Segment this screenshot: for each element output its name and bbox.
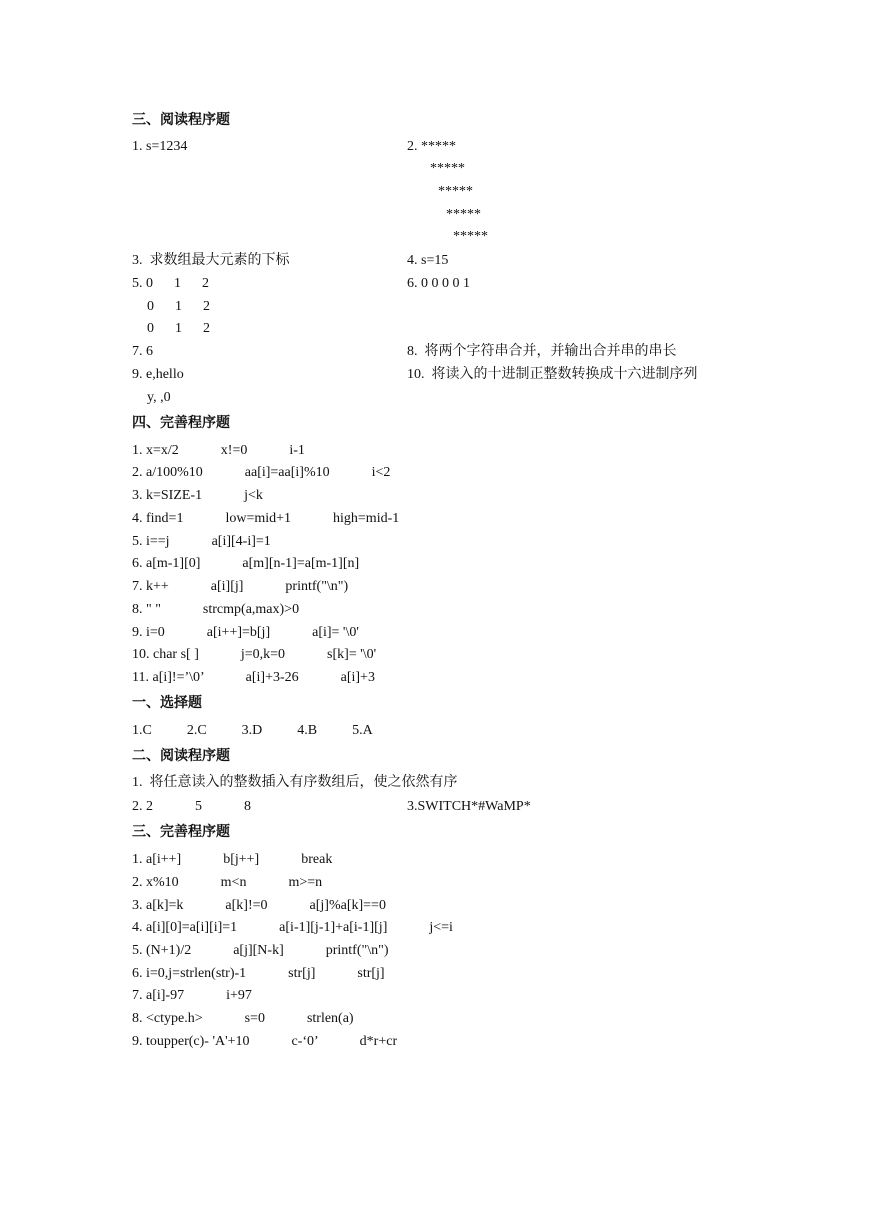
answer-3-2-line4: ***** [446,207,481,222]
section-title-read-program: 三、阅读程序题 [132,113,230,128]
answer-c-7: 7. a[i]-97 i+97 [132,988,252,1003]
answer-c-3: 3. a[k]=k a[k]!=0 a[j]%a[k]==0 [132,898,386,913]
answer-3-5-line1: 5. 0 1 2 [132,276,209,291]
answer-3-3: 3. 求数组最大元素的下标 [132,253,290,268]
answer-3-9-line1: 9. e,hello [132,367,184,382]
answer-3-1: 1. s=1234 [132,139,188,154]
answer-3-5-line2: 0 1 2 [147,299,210,314]
answer-3-9-line2: y, ,0 [147,390,171,405]
answer-4-10: 10. char s[ ] j=0,k=0 s[k]= '\0' [132,647,377,662]
answer-4-6: 6. a[m-1][0] a[m][n-1]=a[m-1][n] [132,556,360,571]
answer-3-2-line2: ***** [430,161,465,176]
answer-3-6: 6. 0 0 0 0 1 [407,276,470,291]
answer-3-4: 4. s=15 [407,253,449,268]
answer-c-8: 8. <ctype.h> s=0 strlen(a) [132,1011,354,1026]
answer-3-2-line3: ***** [438,184,473,199]
answer-3-2-line1: 2. ***** [407,139,456,154]
answer-choice-row: 1.C 2.C 3.D 4.B 5.A [132,723,373,738]
answer-4-2: 2. a/100%10 aa[i]=aa[i]%10 i<2 [132,465,391,480]
answer-c-1: 1. a[i++] b[j++] break [132,852,333,867]
answer-4-4: 4. find=1 low=mid+1 high=mid-1 [132,511,400,526]
answer-3-10: 10. 将读入的十进制正整数转换成十六进制序列 [407,367,698,382]
section-title-read-program-2: 二、阅读程序题 [132,749,230,764]
answer-c-9: 9. toupper(c)- 'A'+10 c-‘0’ d*r+cr [132,1034,398,1049]
answer-c-2: 2. x%10 m<n m>=n [132,875,323,890]
answer-c-4: 4. a[i][0]=a[i][i]=1 a[i-1][j-1]+a[i-1][j] j<=i [132,920,453,935]
answer-4-5: 5. i==j a[i][4-i]=1 [132,534,271,549]
answer-4-11: 11. a[i]!=’\0’ a[i]+3-26 a[i]+3 [132,670,375,685]
section-title-complete-program-2: 三、完善程序题 [132,825,230,840]
answer-3-2-line5: ***** [453,229,488,244]
answer-c-6: 6. i=0,j=strlen(str)-1 str[j] str[j] [132,966,385,981]
section-title-complete-program: 四、完善程序题 [132,416,230,431]
answer-4-1: 1. x=x/2 x!=0 i-1 [132,443,305,458]
answer-4-3: 3. k=SIZE-1 j<k [132,488,263,503]
answer-b-3: 3.SWITCH*#WaMP* [407,799,531,814]
answer-3-5-line3: 0 1 2 [147,321,210,336]
answer-b-1: 1. 将任意读入的整数插入有序数组后，使之依然有序 [132,775,458,790]
answer-b-2: 2. 2 5 8 [132,799,251,814]
answer-4-8: 8. " " strcmp(a,max)>0 [132,602,300,617]
answer-4-7: 7. k++ a[i][j] printf("\n") [132,579,349,594]
answer-3-8: 8. 将两个字符串合并，并输出合并串的串长 [407,344,677,359]
answer-c-5: 5. (N+1)/2 a[j][N-k] printf("\n") [132,943,389,958]
section-title-choice: 一、选择题 [132,696,202,711]
answer-3-7: 7. 6 [132,344,153,359]
answer-4-9: 9. i=0 a[i++]=b[j] a[i]= '\0' [132,625,359,640]
